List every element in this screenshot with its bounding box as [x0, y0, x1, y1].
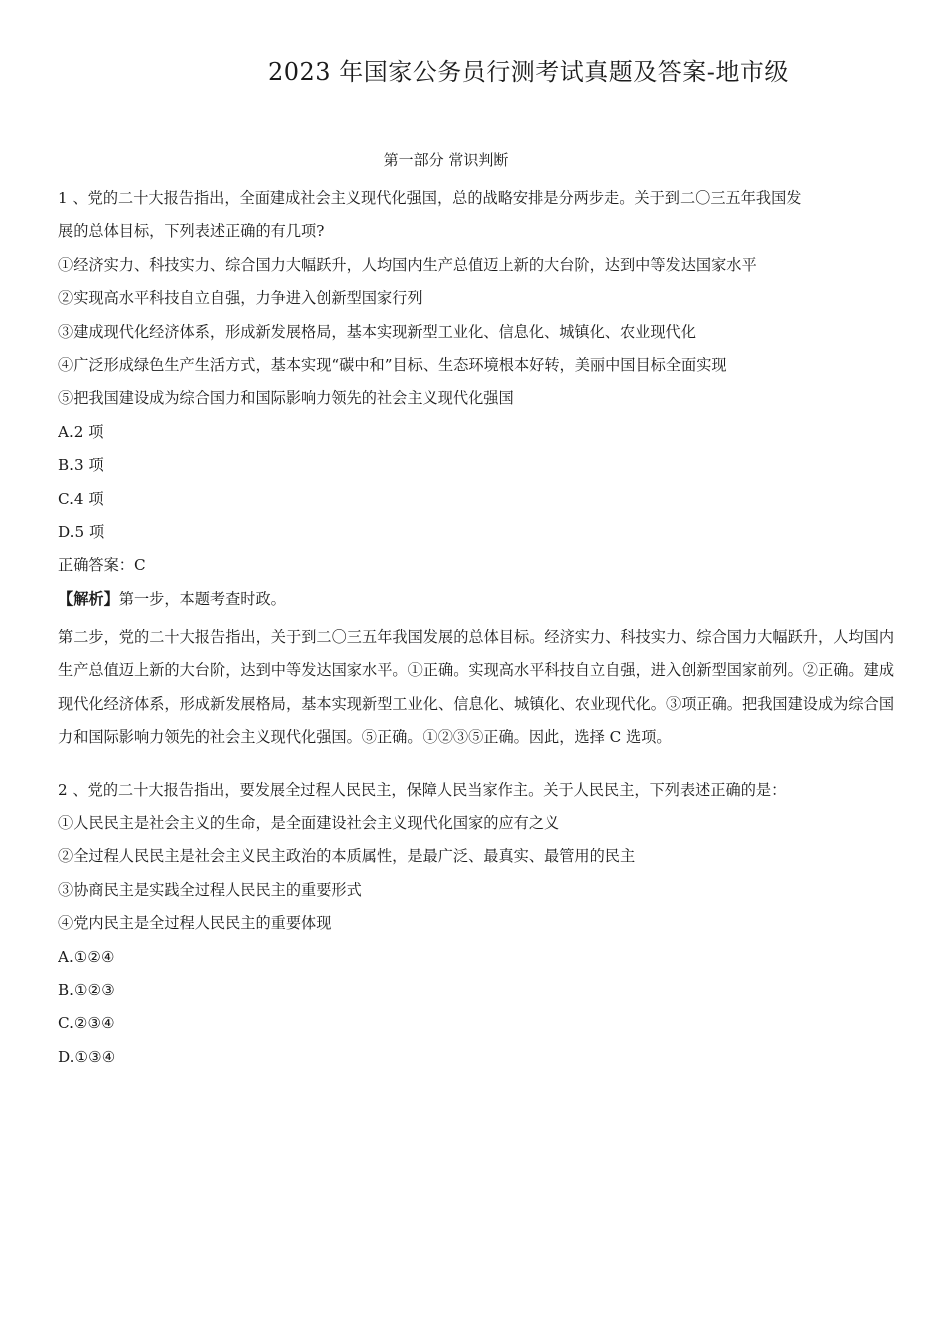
option-b: B.①②③ — [58, 981, 115, 1000]
question-1 — [58, 187, 894, 755]
statement-item: ④广泛形成绿色生产生活方式，基本实现“碳中和”目标、生态环境根本好转，美丽中国目标全面实现 — [58, 355, 727, 374]
document-content — [58, 187, 894, 1079]
statement-item: ②实现高水平科技自立自强，力争进入创新型国家行列 — [58, 289, 423, 308]
statement-item: ①经济实力、科技实力、综合国力大幅跃升，人均国内生产总值迈上新的大台阶，达到中等发达国家水平 — [58, 255, 757, 274]
question-stem-continued: 展的总体目标，下列表述正确的有几项? — [58, 222, 325, 241]
option-b: B.3 项 — [58, 456, 104, 475]
analysis-step-1 — [58, 588, 894, 621]
question-2 — [58, 779, 894, 1080]
option-a: A.①②④ — [58, 947, 115, 966]
option-d: D.①③④ — [58, 1047, 116, 1066]
option-d: D.5 项 — [58, 522, 105, 541]
section-title: 第一部分 常识判断 — [383, 151, 509, 169]
analysis-tag: 【解析】 — [58, 589, 119, 608]
statement-item: ⑤把我国建设成为综合国力和国际影响力领先的社会主义现代化强国 — [58, 389, 514, 408]
option-a: A.2 项 — [58, 422, 104, 441]
statement-item: ④党内民主是全过程人民民主的重要体现 — [58, 914, 332, 933]
analysis-step-2: 第二步，党的二十大报告指出，关于到二〇三五年我国发展的总体目标。经济实力、科技实力、综合国力大幅跃升，人均国内生产总值迈上新的大台阶，达到中等发达国家水平。①正确。实现高水平科技自立自强，进入创新型国家前列。②正确。建成现代化经济体系，形成新发展格局，基本实现新型工业化、信息化、城镇化、农业现代化。③项正确。把我国建设成为综合国力和国际影响力领先的社会主义现代化强国。⑤正确。①②③⑤正确。因此，选择 C 选项。 — [58, 628, 894, 747]
statement-item: ③协商民主是实践全过程人民民主的重要形式 — [58, 880, 362, 899]
statement-item: ③建成现代化经济体系，形成新发展格局，基本实现新型工业化、信息化、城镇化、农业现代化 — [58, 322, 696, 341]
question-spacer — [58, 755, 894, 779]
question-stem: 2 、党的二十大报告指出，要发展全过程人民民主，保障人民当家作主。关于人民民主，下列表述正确的是： — [58, 780, 787, 799]
analysis-step-1-text: 第一步，本题考查时政。 — [118, 589, 286, 608]
question-stem: 1 、党的二十大报告指出，全面建成社会主义现代化强国，总的战略安排是分两步走。关于到二〇三五年我国发 — [58, 189, 802, 207]
document-title: 2023 年国家公务员行测考试真题及答案-地市级 — [268, 58, 789, 86]
option-c: C.②③④ — [58, 1014, 115, 1033]
statement-item: ②全过程人民民主是社会主义民主政治的本质属性，是最广泛、最真实、最管用的民主 — [58, 847, 636, 866]
correct-answer: 正确答案：C — [58, 556, 146, 575]
statement-item: ①人民民主是社会主义的生命，是全面建设社会主义现代化国家的应有之义 — [58, 814, 560, 833]
option-c: C.4 项 — [58, 489, 104, 508]
